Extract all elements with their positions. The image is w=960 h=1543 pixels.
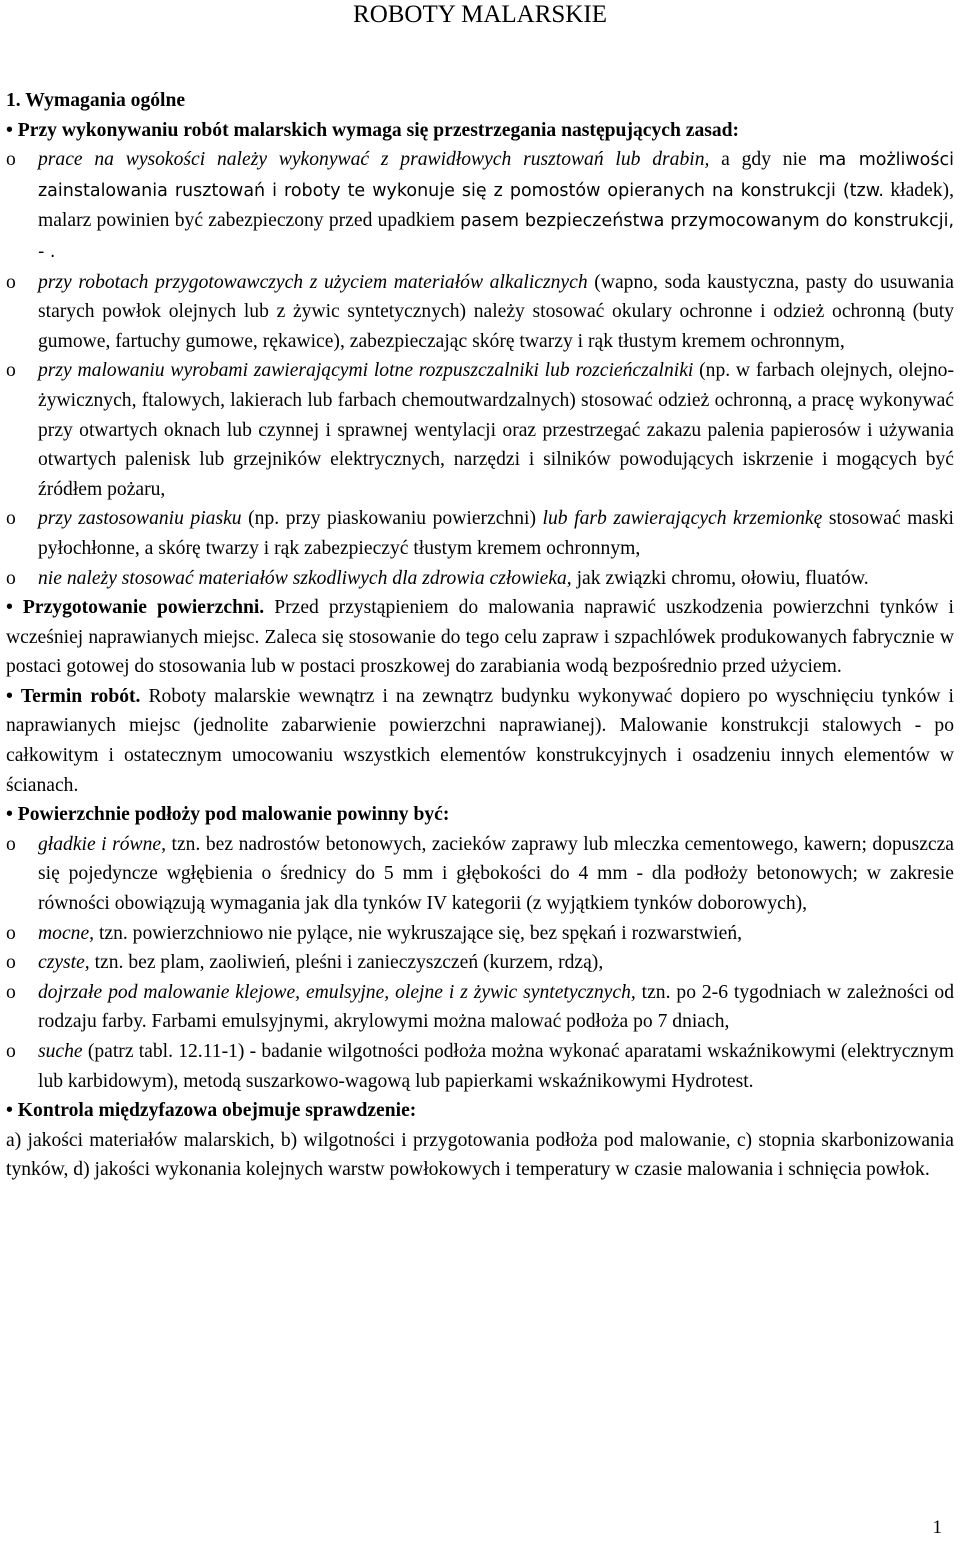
item-emphasis: gładkie i równe, bbox=[38, 833, 167, 855]
list-item bbox=[6, 948, 954, 978]
schedule-text: Roboty malarskie wewnątrz i na zewnątrz budynku wykonywać dopiero po wyschnięciu tynków i naprawianych miejsc (jednolite zabarwienie powierzchni naprawianej). Malowanie konstrukcji stalowych - po całkowitym i ostatecznym umocowaniu wszystkich elementów konstrukcyjnych i osadzeniu innych elementów w ścianach. bbox=[6, 685, 954, 796]
preparation-paragraph bbox=[6, 593, 954, 682]
item-emphasis: nie należy stosować materiałów szkodliwych dla zdrowia człowieka, bbox=[38, 567, 572, 589]
item-emphasis: czyste, bbox=[38, 952, 90, 974]
item-text-sans: pasem bezpieczeństwa przymocowanym do konstrukcji, - . bbox=[38, 211, 955, 262]
item-text: tzn. po 2-6 tygodniach w zależności od rodzaju farby. Farbami emulsyjnymi, akrylowymi można malować podłoża po 7 dniach, bbox=[38, 981, 954, 1033]
bullet-icon: • bbox=[6, 804, 13, 826]
list-marker-icon: o bbox=[6, 149, 16, 171]
list-item bbox=[6, 356, 954, 504]
item-emphasis: prace na wysokości należy wykonywać z prawidłowych rusztowań lub drabin, bbox=[38, 149, 710, 171]
item-text: tzn. bez nadrostów betonowych, zacieków zaprawy lub mleczka cementowego, kawern; dopuszcza się pojedyncze wgłębienia o średnicy do 5 mm i głębokości do 4 mm - dla podłoży betonowych; w zakresie równości obowiązują wymagania jak dla tynków IV kategorii (z wyjątkiem tynków doborowych), bbox=[38, 833, 955, 915]
list-marker-icon: o bbox=[6, 508, 16, 530]
preparation-heading: Przygotowanie powierzchni. bbox=[22, 597, 265, 619]
preparation-text: Przed przystąpieniem do malowania naprawić uszkodzenia powierzchni tynków i wcześniej naprawianych miejsc. Zaleca się stosowanie do tego celu zapraw i szpachlówek produkowanych fabrycznie w postaci gotowej do stosowania lub w postaci proszkowej do zarabiania wodą bezpośrednio przed użyciem. bbox=[6, 597, 954, 678]
list-marker-icon: o bbox=[6, 952, 16, 974]
item-emphasis: lub farb zawierających krzemionkę bbox=[542, 508, 823, 530]
item-text: (wapno, soda kaustyczna, pasty do usuwania starych powłok olejnych lub z żywic syntetycznych) należy stosować okulary ochronne i odzież ochronną (buty gumowe, fartuchy gumowe, rękawice), zabezpieczając skórę twarzy i rąk tłustym kremem ochronnym, bbox=[38, 271, 954, 352]
item-text: (patrz tabl. 12.11-1) - badanie wilgotności podłoża można wykonać aparatami wskaźnikowymi (elektrycznym lub karbidowym), metodą suszarkowo-wagową lub papierkami wskaźnikowymi Hydrotest. bbox=[38, 1041, 954, 1092]
inspection-heading-text: Kontrola międzyfazowa obejmuje sprawdzenie: bbox=[17, 1100, 417, 1122]
item-text: jak związki chromu, ołowiu, fluatów. bbox=[571, 567, 869, 589]
document-title: ROBOTY MALARSKIE bbox=[353, 1, 607, 28]
list-item bbox=[6, 978, 954, 1037]
list-item bbox=[6, 1037, 954, 1096]
safety-intro bbox=[6, 116, 954, 146]
list-marker-icon: o bbox=[6, 981, 16, 1003]
list-marker-icon: o bbox=[6, 1041, 16, 1062]
inspection-heading bbox=[6, 1096, 954, 1126]
item-emphasis: przy robotach przygotowawczych z użyciem materiałów alkalicznych bbox=[38, 271, 588, 293]
item-emphasis: dojrzałe pod malowanie klejowe, emulsyjne, olejne i z żywic syntetycznych, bbox=[38, 981, 636, 1003]
item-text: tzn. bez plam, zaoliwień, pleśni i zanieczyszczeń (kurzem, rdzą), bbox=[89, 952, 604, 974]
schedule-paragraph bbox=[6, 682, 954, 800]
list-item bbox=[6, 919, 954, 949]
list-marker-icon: o bbox=[6, 567, 16, 589]
list-item bbox=[6, 268, 954, 357]
list-marker-icon: o bbox=[6, 360, 16, 382]
list-marker-icon: o bbox=[6, 922, 16, 944]
list-marker-icon: o bbox=[6, 833, 16, 855]
bullet-icon: • bbox=[6, 597, 13, 619]
list-item bbox=[6, 145, 954, 267]
item-text: kładek), malarz powinien być zabezpieczony przed upadkiem bbox=[38, 179, 954, 232]
substrate-list bbox=[6, 830, 954, 1096]
safety-list bbox=[6, 145, 954, 593]
list-item bbox=[6, 504, 954, 563]
item-emphasis: przy malowaniu wyrobami zawierającymi lotne rozpuszczalniki lub rozcieńczalniki bbox=[38, 360, 694, 382]
schedule-heading: Termin robót. bbox=[20, 685, 141, 707]
item-emphasis: suche bbox=[38, 1041, 83, 1062]
inspection-text: a) jakości materiałów malarskich, b) wilgotności i przygotowania podłoża pod malowanie, c) stopnia skarbonizowania tynków, d) jakości wykonania kolejnych warstw powłokowych i temperatury w czasie malowania i schnięcia powłok. bbox=[6, 1129, 954, 1181]
safety-intro-text: Przy wykonywaniu robót malarskich wymaga się przestrzegania następujących zasad: bbox=[17, 119, 740, 141]
page-number: 1 bbox=[932, 1517, 942, 1538]
item-text: stosować maski pyłochłonne, a skórę twarzy i rąk zabezpieczyć tłustym kremem ochronnym, bbox=[38, 508, 954, 559]
bullet-icon: • bbox=[6, 1100, 13, 1122]
item-emphasis: mocne, bbox=[38, 922, 95, 944]
list-marker-icon: o bbox=[6, 271, 16, 293]
list-item bbox=[6, 564, 954, 594]
document-content bbox=[6, 86, 954, 1185]
bullet-icon: • bbox=[6, 685, 13, 707]
bullet-icon: • bbox=[6, 119, 13, 141]
item-text: (np. w farbach olejnych, olejno-żywicznych, ftalowych, lakierach lub farbach chemoutwardzalnych) stosować odzież ochronną, a pracę wykonywać przy otwartych oknach lub czynnej i sprawnej wentylacji oraz przestrzegać zakazu palenia papierosów i używania otwartych palenisk lub grzejników elektrycznych, narzędzi i silników powodujących iskrzenie i mogących być źródłem pożaru, bbox=[38, 360, 954, 500]
item-text: a gdy nie bbox=[709, 149, 819, 171]
section-heading: 1. Wymagania ogólne bbox=[6, 90, 186, 111]
substrate-heading-text: Powierzchnie podłoży pod malowanie powinny być: bbox=[17, 804, 450, 826]
substrate-heading bbox=[6, 800, 954, 830]
item-emphasis: przy zastosowaniu piasku bbox=[38, 508, 242, 530]
list-item bbox=[6, 830, 954, 919]
item-text: tzn. powierzchniowo nie pylące, nie wykruszające się, bez spękań i rozwarstwień, bbox=[94, 922, 743, 944]
item-text-sans: ma możliwości zainstalowania rusztowań i roboty te wykonuje się z pomostów opieranych na konstrukcji (tzw. bbox=[38, 150, 954, 201]
item-text: (np. przy piaskowaniu powierzchni) bbox=[241, 508, 543, 530]
